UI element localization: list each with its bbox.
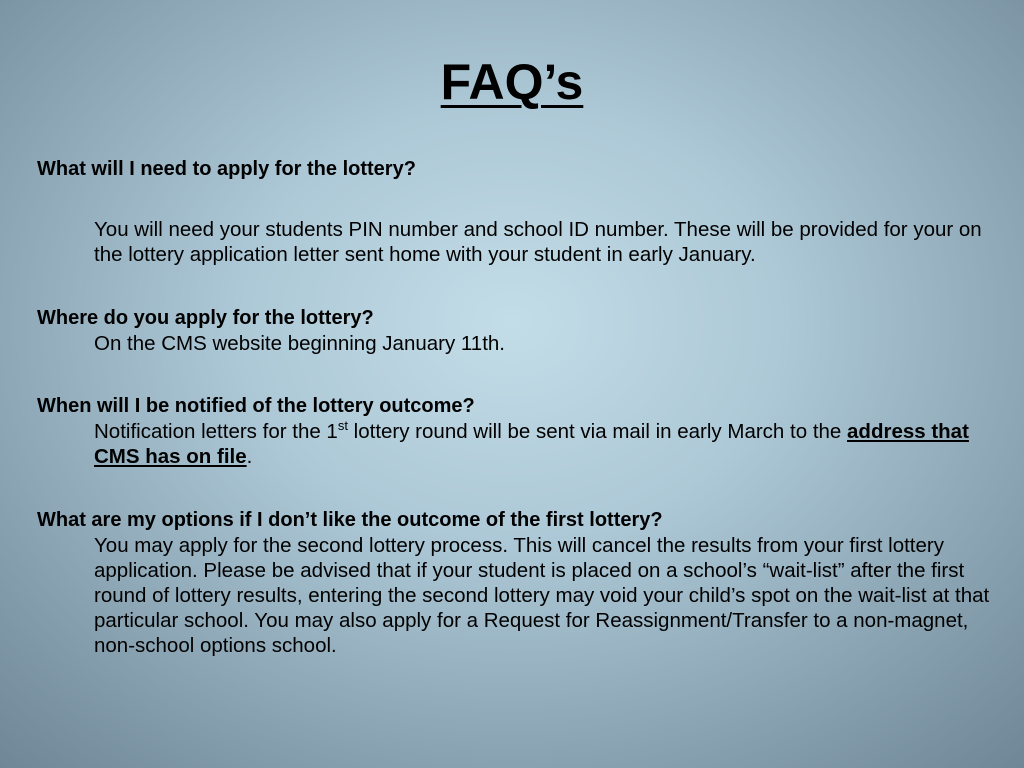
- faq-question-4: What are my options if I don’t like the outcome of the first lottery?: [37, 509, 663, 531]
- faq-list: [37, 156, 997, 658]
- slide-title-text: FAQ’s: [440, 54, 584, 110]
- faq-answer-2: On the CMS website beginning January 11th.: [94, 332, 506, 355]
- faq-answer-3-end: .: [246, 445, 253, 468]
- faq-answer-3: [94, 419, 997, 469]
- faq-question-1: What will I need to apply for the lottery?: [37, 158, 416, 180]
- faq-answer-3-ordinal: st: [337, 418, 348, 434]
- faq-question-2: Where do you apply for the lottery?: [37, 307, 374, 329]
- address-on-file-link[interactable]: address that CMS has on file: [94, 420, 969, 468]
- faq-answer-3-text-a: Notification letters for the 1: [94, 420, 338, 443]
- faq-answer-1: You will need your students PIN number and school ID number. These will be provided for your on the lottery application letter sent home with your student in early January.: [94, 218, 982, 266]
- faq-answer-3-text-b: lottery round will be sent via mail in early March to the: [347, 420, 848, 443]
- slide-title: [0, 52, 1024, 112]
- faq-question-3: When will I be notified of the lottery outcome?: [37, 395, 475, 417]
- faq-answer-4: You may apply for the second lottery process. This will cancel the results from your first lottery application. Please be advised that if your student is placed on a school’s “wait-list” after the first round of lottery results, entering the second lottery may void your child’s spot on the wait-list at that particular school. You may also apply for a Request for Reassignment/Transfer to a non-magnet, non-school options school.: [94, 534, 990, 657]
